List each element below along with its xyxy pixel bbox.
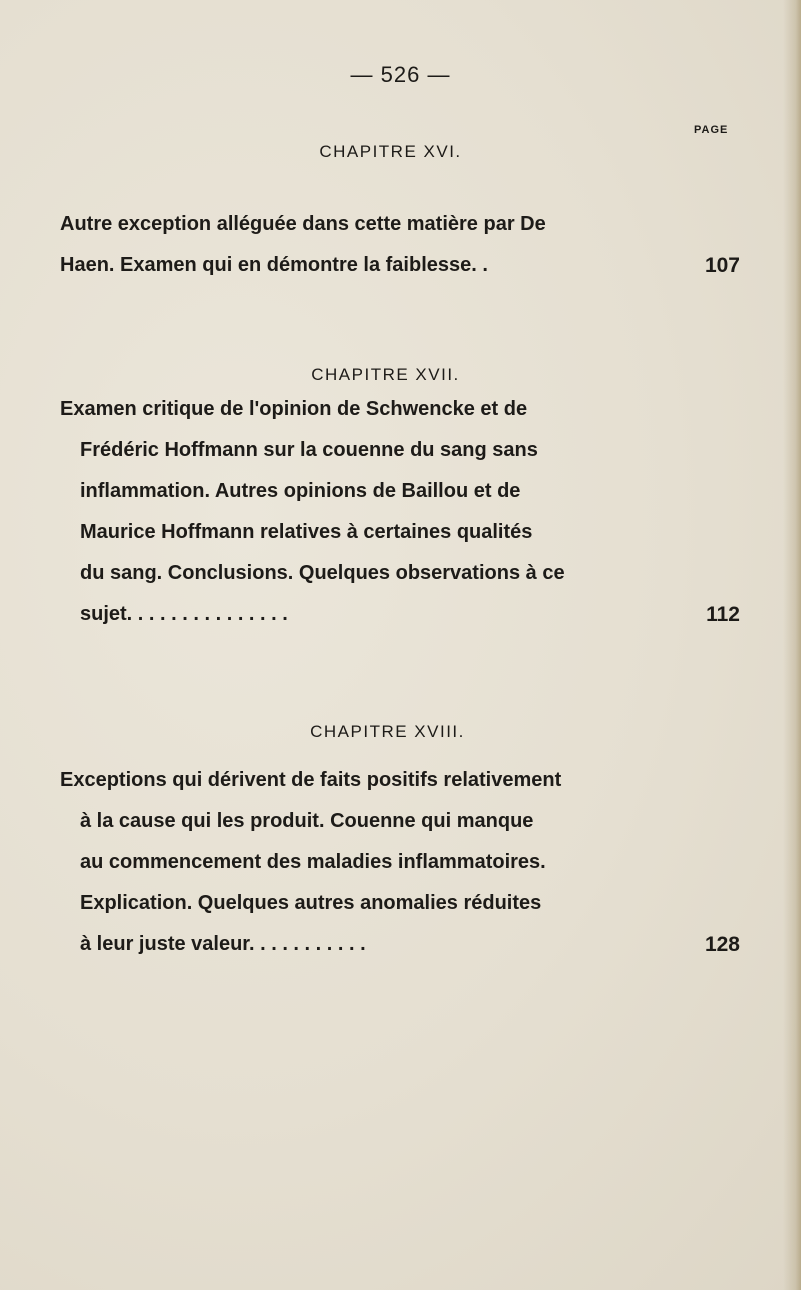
entry-line: Exceptions qui dérivent de faits positifs relativement: [60, 769, 562, 791]
chapter-title-xviii: CHAPITRE XVIII.: [310, 722, 465, 741]
entry-line: du sang. Conclusions. Quelques observations à ce: [80, 562, 565, 584]
entry-line: à la cause qui les produit. Couenne qui manque: [80, 810, 534, 832]
page-number: — 526 —: [350, 62, 451, 87]
entry-line: au commencement des maladies inflammatoires.: [80, 851, 546, 873]
page-column-label: PAGE: [694, 124, 729, 136]
page-edge-shadow: [783, 0, 801, 1290]
chapter-entry-xvi: [60, 204, 740, 286]
entry-line: [60, 594, 740, 635]
page-ref-xvii: 112: [706, 603, 740, 626]
entry-line: [60, 924, 740, 965]
entry-line-text: Haen. Examen qui en démontre la faiblesse. .: [60, 254, 488, 276]
entry-line: Explication. Quelques autres anomalies réduites: [80, 892, 542, 914]
entry-line: Examen critique de l'opinion de Schwencke et de: [60, 398, 528, 420]
entry-line-text: sujet. . . . . . . . . . . . . . .: [80, 603, 288, 625]
page-ref-xvi: 107: [704, 254, 740, 277]
entry-line: Maurice Hoffmann relatives à certaines qualités: [80, 521, 533, 543]
entry-line: Autre exception alléguée dans cette matière par De: [60, 213, 546, 235]
chapter-entry-xvii: [60, 389, 740, 635]
entry-line: inflammation. Autres opinions de Baillou et de: [80, 480, 521, 502]
chapter-title-xvi: CHAPITRE XVI.: [319, 142, 462, 161]
entry-line: Frédéric Hoffmann sur la couenne du sang sans: [80, 439, 538, 461]
entry-line: [60, 245, 740, 286]
chapter-title-xvii: CHAPITRE XVII.: [311, 365, 460, 384]
page-ref-xviii: 128: [704, 933, 740, 956]
chapter-entry-xviii: [60, 760, 740, 965]
entry-line-text: à leur juste valeur. . . . . . . . . . .: [80, 933, 366, 955]
